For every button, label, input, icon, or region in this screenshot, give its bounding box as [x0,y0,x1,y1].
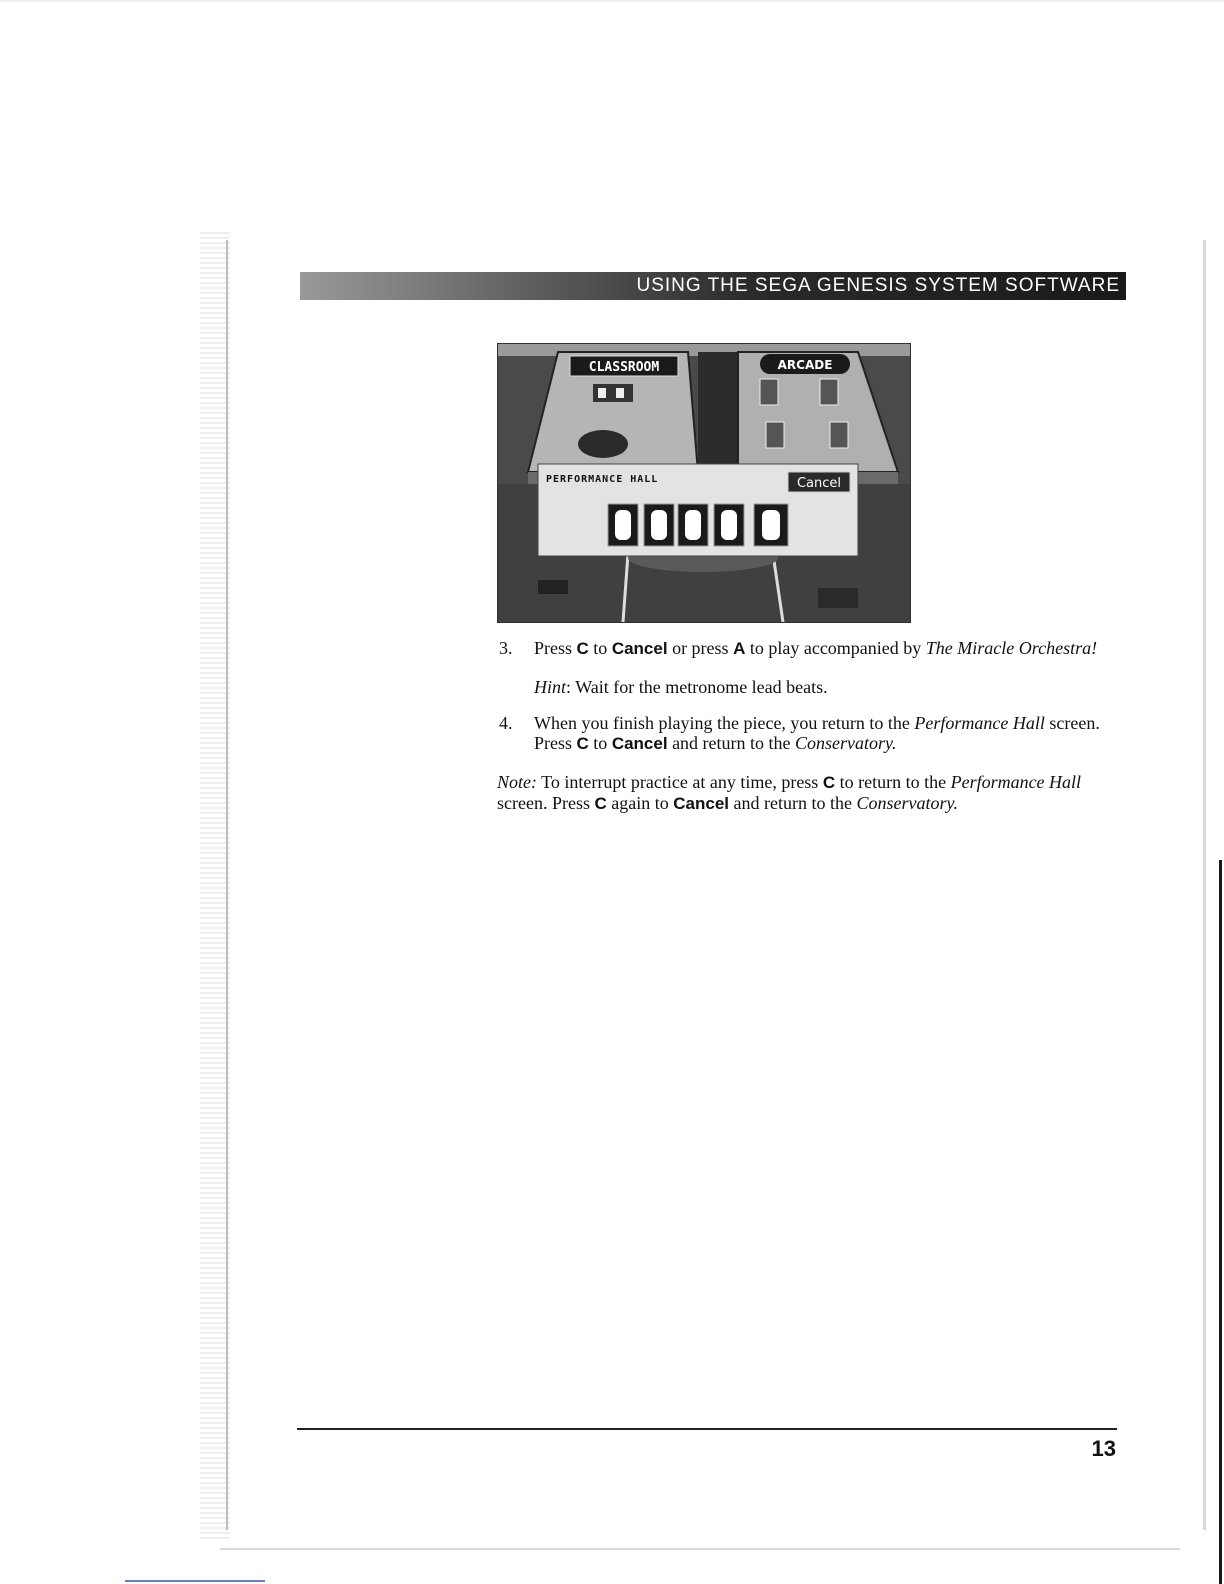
hint-label: Hint [534,677,567,697]
note-label: Note: [497,772,537,792]
key-c: C [576,639,589,658]
scan-artifact-left-line [226,240,228,1530]
conservatory-term: Conservatory. [795,733,897,753]
page-number: 13 [1091,1436,1116,1461]
cancel-term: Cancel [611,639,668,658]
key-a: A [733,639,746,658]
scan-artifact-blue-line [125,1580,265,1582]
performance-hall-term: Performance Hall [950,772,1082,792]
note: Note: To interrupt practice at any time, press C to return to the Performance Hall screen. Press C again to Cancel and return to the Conservatory. [497,772,1082,813]
step-3: 3. Press C to Cancel or press A to play accompanied by The Miracle Orchestra! [499,638,1098,658]
scan-artifact-bottom [220,1548,1180,1550]
scan-artifact-top [0,0,1224,2]
section-header-bar [300,272,1126,300]
key-c: C [822,773,836,792]
classroom-chair-icon [578,430,628,458]
key-c: C [576,734,589,753]
classroom-sign-label: CLASSROOM [588,360,660,375]
stage-prop-right-icon [818,588,858,608]
instructions [497,638,1117,814]
scan-artifact-right-edge [1203,240,1206,1530]
cancel-term: Cancel [673,794,729,813]
arcade-sign-label: ARCADE [777,358,833,372]
step-3-number: 3. [499,638,513,658]
scan-artifact-right-shadow [1219,860,1222,1584]
conservatory-term: Conservatory. [856,793,958,813]
cancel-term: Cancel [611,734,668,753]
step-4-number: 4. [499,713,513,733]
step-4: 4. When you finish playing the piece, you return to the Performance Hall screen. Press C to Cancel and return to the Conservatory. [499,713,1100,753]
footer-rule [297,1428,1117,1430]
orchestra-title: The Miracle Orchestra! [925,638,1098,658]
dialog-title: PERFORMANCE HALL [546,474,659,485]
section-header-title: USING THE SEGA GENESIS SYSTEM SOFTWARE [636,275,1120,296]
performance-hall-term: Performance Hall [914,713,1045,733]
performance-buttons-row [608,504,788,546]
key-c: C [594,794,607,813]
game-screenshot [497,343,911,623]
stage-prop-left-icon [538,580,568,594]
hint: Hint: Wait for the metronome lead beats. [534,677,828,697]
dialog-cancel-label: Cancel [796,476,842,491]
